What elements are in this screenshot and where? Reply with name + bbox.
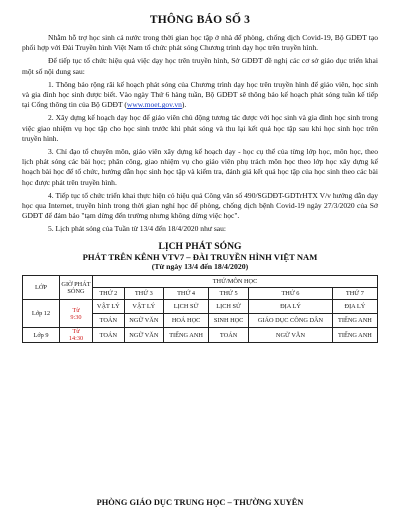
subject-cell: TOÁN	[209, 328, 249, 343]
item-4-paragraph: 4. Tiếp tục tổ chức triển khai thực hiện có hiệu quả Công văn số 490/SGDĐT-GDTrHTX V/v hướng dẫn dạy học qua Internet, truyền hình trong thời gian nghỉ học để phòng, chống dịch bệnh Covid-19 ngày 27/3/2020 của Sở GDĐT để đảm bảo "tạm dừng đến trường nhưng không dừng việc học".	[22, 190, 378, 221]
header-time: GIỜ PHÁT SÓNG	[60, 276, 93, 300]
intro-paragraph: Nhằm hỗ trợ học sinh cả nước trong thời gian học tập ở nhà để phòng, chống dịch Covid-19, Bộ GDĐT tạo phối hợp với Đài Truyền hình Việt Nam tổ chức phát sóng Chương trình dạy học trên truyền hình.	[22, 33, 378, 53]
header-day: THỨ 3	[124, 288, 163, 300]
table-row	[23, 328, 378, 343]
subject-cell: NGỮ VĂN	[124, 328, 163, 343]
footer-department: PHÒNG GIÁO DỤC TRUNG HỌC – THƯỜNG XUYÊN	[96, 498, 304, 507]
class-cell: Lớp 9	[23, 328, 60, 343]
header-days-group: THỨ/MÔN HỌC	[93, 276, 378, 288]
subject-cell: TIẾNG ANH	[332, 328, 377, 343]
time-cell	[60, 300, 93, 328]
time-cell	[60, 328, 93, 343]
header-lop: LỚP	[23, 276, 60, 300]
header-day: THỨ 2	[93, 288, 125, 300]
subject-cell: TIẾNG ANH	[164, 328, 209, 343]
schedule-subtitle: PHÁT TRÊN KÊNH VTV7 – ĐÀI TRUYỀN HÌNH VIỆT NAM	[82, 251, 318, 262]
schedule-date-range: (Từ ngày 13/4 đến 18/4/2020)	[151, 262, 249, 272]
subject-cell: HOÁ HỌC	[164, 314, 209, 328]
subject-cell: TOÁN	[93, 328, 125, 343]
subject-cell: ĐỊA LÝ	[332, 300, 377, 314]
subject-cell: TOÁN	[93, 314, 125, 328]
header-day: THỨ 6	[249, 288, 333, 300]
subject-cell: NGỮ VĂN	[124, 314, 163, 328]
time-clock: 14:30	[68, 335, 84, 343]
time-day: Từ	[72, 306, 80, 314]
subject-cell: VẬT LÝ	[93, 300, 125, 314]
table-row	[23, 300, 378, 314]
subject-cell: ĐỊA LÝ	[249, 300, 333, 314]
subject-cell: SINH HỌC	[209, 314, 249, 328]
item-5-paragraph: 5. Lịch phát sóng của Tuần từ 13/4 đến 18/4/2020 như sau:	[48, 224, 226, 234]
header-day: THỨ 7	[332, 288, 377, 300]
subject-cell: LỊCH SỬ	[164, 300, 209, 314]
request-paragraph: Để tiếp tục tổ chức hiệu quả việc dạy học trên truyền hình, Sở GDĐT đề nghị các cơ sở giáo dục triển khai một số nội dung sau:	[22, 56, 378, 76]
header-day: THỨ 5	[209, 288, 249, 300]
item-2-paragraph: 2. Xây dựng kế hoạch dạy học để giáo viên chủ động tương tác được với học sinh và gia đình học sinh trong việc giao nhiệm vụ học tập cho học sinh trước khi phát sóng và thu lại kết quả học tập sau khi học sinh học trên truyền hình.	[22, 113, 378, 143]
schedule-title: LỊCH PHÁT SÓNG	[158, 240, 242, 252]
document-title: THÔNG BÁO SỐ 3	[149, 14, 251, 26]
schedule-table	[22, 275, 378, 343]
item-1-end: ).	[181, 100, 187, 110]
subject-cell: TIẾNG ANH	[332, 314, 377, 328]
subject-cell: LỊCH SỬ	[209, 300, 249, 314]
item-1-text: 1. Thông báo rộng rãi kế hoạch phát sóng của Chương trình dạy học trên truyền hình để giáo viên, học sinh và gia đình học sinh được biết. Vào ngày Thứ 6 hàng tuần, Bộ GDĐT sẽ thông báo kế hoạch phát sóng tuần kế tiếp tại Cổng thông tin của Bộ GDĐT (	[22, 79, 378, 110]
subject-cell: VẬT LÝ	[124, 300, 163, 314]
item-1-paragraph	[22, 80, 378, 111]
time-day: Từ	[72, 328, 80, 336]
time-clock: 9:30	[70, 313, 82, 321]
subject-cell: NGỮ VĂN	[249, 328, 333, 343]
header-day: THỨ 4	[164, 288, 209, 300]
subject-cell: GIÁO DỤC CÔNG DÂN	[249, 314, 333, 328]
moet-link[interactable]: www.moet.gov.vn	[126, 100, 182, 110]
class-cell: Lớp 12	[23, 300, 60, 328]
item-3-paragraph: 3. Chỉ đạo tổ chuyên môn, giáo viên xây dựng kế hoạch dạy - học cụ thể của từng lớp học, môn học, theo lịch phát sóng các bài học; phân công, giao nhiệm vụ cho giáo viên phụ trách môn học theo lớp học xây dựng kế hoạch bài học để tổ chức, hướng dẫn học sinh học tập và kiểm tra, đánh giá kết quả học tập của học sinh theo các bài học được phát trên truyền hình.	[22, 147, 378, 187]
schedule-header-row	[23, 276, 378, 288]
